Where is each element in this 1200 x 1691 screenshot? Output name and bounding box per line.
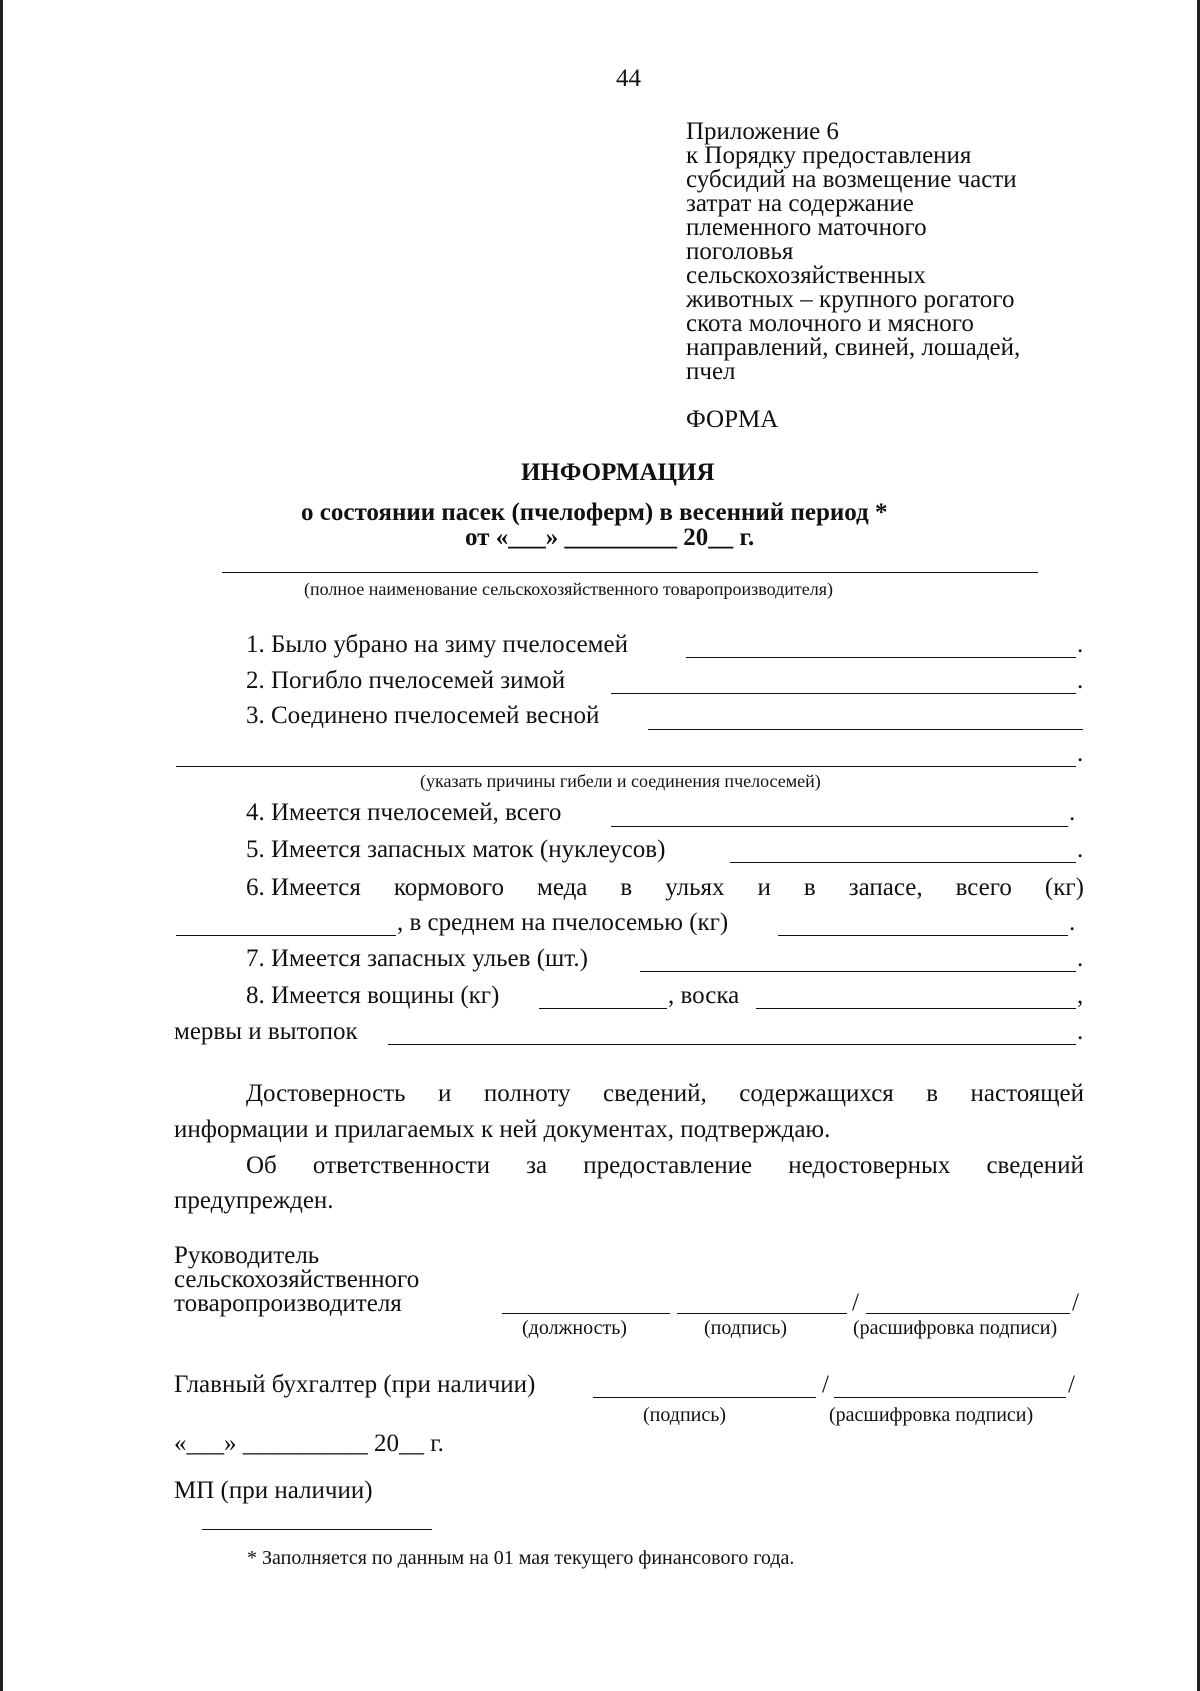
appendix-line: скота молочного и мясного [686, 310, 974, 337]
item6-word: ульях [665, 874, 725, 901]
confirmation-word: настоящей [970, 1080, 1084, 1107]
head-label-line: сельскохозяйственного [174, 1266, 420, 1293]
producer-name-caption: (полное наименование сельскохозяйственного товаропроизводителя) [304, 579, 834, 599]
accountant-decoding-field[interactable] [834, 1397, 1066, 1398]
head-label-line: товаропроизводителя [174, 1290, 402, 1317]
slash: / [852, 1289, 859, 1316]
appendix-line: животных – крупного рогатого [686, 286, 1015, 313]
head-decoding-field[interactable] [866, 1313, 1070, 1314]
appendix-line: субсидий на возмещение части [686, 166, 1017, 193]
form-label: ФОРМА [686, 406, 779, 433]
item6-word: 6. Имеется [246, 874, 361, 901]
document-subtitle: о состоянии пасек (пчелоферм) в весенний период * [301, 499, 888, 526]
accountant-decoding-caption: (расшифровка подписи) [829, 1404, 1034, 1426]
item6-continuation: , в среднем на пчелосемью (кг) [397, 909, 729, 936]
item3-caption: (указать причины гибели и соединения пчелосемей) [420, 771, 821, 791]
item6-period: . [1069, 909, 1076, 936]
confirmation-line-1 [246, 1081, 1084, 1106]
responsibility-word: Об [246, 1152, 277, 1179]
appendix-line: Приложение 6 [686, 118, 839, 145]
item6-word: в [620, 874, 633, 901]
footnote: * Заполняется по данным на 01 мая текущего финансового года. [247, 1547, 795, 1569]
slash: / [1072, 1289, 1079, 1316]
item1-label: 1. Было убрано на зиму пчелосемей [246, 631, 628, 658]
item2-field[interactable] [611, 693, 1076, 694]
item6-word: меда [537, 874, 588, 901]
signature-date-line: «___» __________ 20__ г. [174, 1430, 444, 1457]
page-number: 44 [616, 65, 641, 92]
appendix-line: к Порядку предоставления [686, 142, 972, 169]
item3-label: 3. Соединено пчелосемей весной [246, 702, 600, 729]
item6-word: запасе, [848, 874, 923, 901]
item8-comma: , [1077, 982, 1084, 1009]
decoding-caption: (расшифровка подписи) [853, 1317, 1058, 1339]
scan-edge-left [0, 0, 3, 1691]
item7-label: 7. Имеется запасных ульев (шт.) [246, 945, 588, 972]
appendix-line: пчел [686, 358, 736, 385]
item7-period: . [1077, 945, 1084, 972]
item1-period: . [1077, 631, 1084, 658]
item7-field[interactable] [640, 971, 1076, 972]
document-title: ИНФОРМАЦИЯ [521, 459, 715, 486]
appendix-line: затрат на содержание [686, 190, 914, 217]
item3-period: . [1077, 740, 1084, 767]
appendix-block [686, 120, 1020, 384]
position-caption: (должность) [522, 1317, 627, 1339]
responsibility-line-1 [246, 1153, 1084, 1178]
stamp-label: МП (при наличии) [174, 1477, 373, 1504]
document-date-line: от «___» _________ 20__ г. [465, 524, 755, 551]
item2-label: 2. Погибло пчелосемей зимой [246, 667, 566, 694]
appendix-line: сельскохозяйственных [686, 262, 926, 289]
accountant-label: Главный бухгалтер (при наличии) [174, 1371, 536, 1398]
responsibility-word: за [526, 1152, 548, 1179]
head-position-field[interactable] [502, 1313, 670, 1314]
slash: / [822, 1371, 829, 1398]
signature-caption: (подпись) [704, 1317, 788, 1339]
item8-foundation-field[interactable] [539, 1008, 667, 1009]
item6-word: в [803, 874, 816, 901]
item6-word: всего [955, 874, 1012, 901]
item6-word: (кг) [1044, 874, 1084, 901]
item2-period: . [1077, 667, 1084, 694]
responsibility-line-2: предупрежден. [174, 1187, 334, 1214]
item4-period: . [1069, 799, 1076, 826]
item6-line [246, 875, 1084, 900]
item3-field[interactable] [648, 729, 1083, 730]
confirmation-word: содержащихся [739, 1080, 894, 1107]
responsibility-word: сведений [986, 1152, 1084, 1179]
appendix-line: направлений, свиней, лошадей, [686, 334, 1021, 361]
item4-label: 4. Имеется пчелосемей, всего [246, 799, 562, 826]
confirmation-word: сведений, [603, 1080, 707, 1107]
item5-period: . [1077, 836, 1084, 863]
item8-period: . [1077, 1018, 1084, 1045]
item6-total-field[interactable] [176, 935, 396, 936]
item8-wax-label: , воска [668, 982, 740, 1009]
confirmation-line-2: информации и прилагаемых к ней документах, подтверждаю. [174, 1116, 831, 1143]
responsibility-word: ответственности [312, 1152, 491, 1179]
head-label-line: Руководитель [174, 1242, 320, 1269]
item8-wax-field[interactable] [756, 1008, 1076, 1009]
item5-field[interactable] [730, 862, 1076, 863]
slash: / [1068, 1371, 1075, 1398]
item8-continuation: мервы и вытопок [174, 1018, 358, 1045]
item8-label: 8. Имеется вощины (кг) [246, 982, 500, 1009]
appendix-line: племенного маточного [686, 214, 927, 241]
appendix-line: поголовья [686, 238, 794, 265]
confirmation-word: Достоверность [246, 1080, 406, 1107]
item6-word: и [757, 874, 771, 901]
confirmation-word: в [926, 1080, 939, 1107]
responsibility-word: недостоверных [788, 1152, 951, 1179]
item6-word: кормового [393, 874, 504, 901]
confirmation-word: полноту [483, 1080, 571, 1107]
item3-reasons-field[interactable] [176, 766, 1076, 767]
accountant-signature-caption: (подпись) [643, 1404, 727, 1426]
item6-average-field[interactable] [778, 935, 1068, 936]
producer-name-field[interactable] [222, 572, 1038, 573]
responsibility-word: предоставление [583, 1152, 753, 1179]
item8-residue-field[interactable] [388, 1044, 1076, 1045]
item4-field[interactable] [611, 826, 1068, 827]
head-signature-field[interactable] [677, 1313, 847, 1314]
item5-label: 5. Имеется запасных маток (нуклеусов) [246, 836, 666, 863]
footnote-separator [202, 1529, 432, 1530]
confirmation-word: и [438, 1080, 452, 1107]
item1-field[interactable] [686, 657, 1076, 658]
accountant-signature-field[interactable] [593, 1397, 816, 1398]
